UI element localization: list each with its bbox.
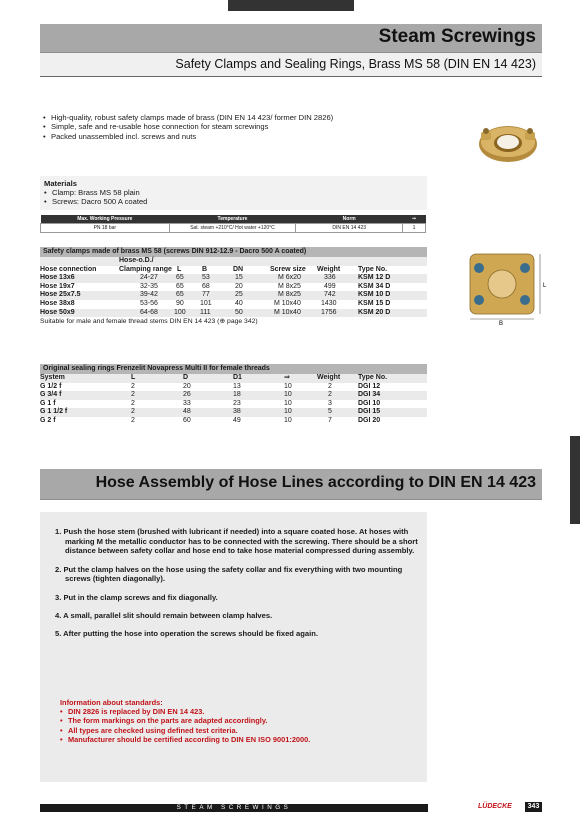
dimension-label-l: L — [543, 283, 547, 289]
col-header: L — [177, 265, 182, 273]
rings-header-row — [40, 374, 427, 383]
top-tab-bar — [228, 0, 354, 11]
assembly-title: Hose Assembly of Hose Lines according to DIN EN 14 423 — [95, 474, 536, 491]
standards-heading: Information about standards: — [60, 698, 163, 707]
standards-info — [60, 698, 310, 744]
cell: 65 — [176, 274, 184, 282]
spec-ref: 1 — [403, 224, 426, 233]
cell: 2 — [328, 382, 332, 390]
spec-header-norm: Norm — [296, 215, 403, 224]
cell: 32-35 — [140, 282, 158, 290]
cell: 499 — [324, 282, 336, 290]
cell: Hose 13x6 — [40, 274, 75, 282]
cell: 2 — [131, 391, 135, 399]
table-row — [40, 408, 427, 417]
cell: KSM 10 D — [358, 291, 391, 299]
spec-pressure: PN 18 bar — [41, 224, 170, 233]
cell: 336 — [324, 274, 336, 282]
cell: 10 — [284, 382, 292, 390]
cell: 13 — [233, 382, 241, 390]
cell: Hose 25x7.5 — [40, 291, 81, 299]
cell: M 8x25 — [278, 291, 301, 299]
cell: 10 — [284, 408, 292, 416]
cell: 2 — [131, 416, 135, 424]
col-header: Type No. — [358, 265, 388, 273]
clamps-header-row — [40, 266, 427, 275]
cell: 5 — [328, 408, 332, 416]
clamps-table — [40, 247, 427, 326]
category-title: Steam Screwings — [378, 26, 536, 47]
cell: 68 — [202, 282, 210, 290]
cell: 111 — [200, 308, 211, 316]
table-row — [40, 274, 427, 283]
cell: Hose 50x9 — [40, 308, 75, 316]
cell: 53-56 — [140, 299, 158, 307]
clamps-subheader-row — [40, 257, 427, 266]
spec-norm: DIN EN 14 423 — [296, 224, 403, 233]
col-header: D1 — [233, 374, 242, 381]
page-subtitle: Safety Clamps and Sealing Rings, Brass MS 58 (DIN EN 14 423) — [175, 57, 536, 71]
assembly-header — [40, 469, 542, 500]
cell: 1430 — [321, 299, 337, 307]
cell: 15 — [235, 274, 243, 282]
spec-table — [40, 215, 426, 233]
cell: 53 — [202, 274, 210, 282]
dimension-label-b: B — [499, 321, 504, 326]
brand-logo: LÜDECKE — [478, 803, 512, 810]
assembly-box — [40, 512, 427, 782]
cell: 2 — [131, 382, 135, 390]
cell: 48 — [183, 408, 191, 416]
table-row — [40, 283, 427, 292]
cell: 38 — [233, 408, 241, 416]
col-header: ⇒ — [284, 374, 290, 381]
cell: M 8x25 — [278, 282, 301, 290]
feature-item: • Packed unassembled incl. screws and nuts — [43, 132, 333, 141]
rings-table — [40, 364, 427, 426]
subtitle-header — [40, 53, 542, 77]
col-header: System — [40, 374, 65, 381]
cell: G 3/4 f — [40, 391, 62, 399]
cell: M 10x40 — [274, 308, 301, 316]
col-header: Weight — [317, 265, 341, 273]
cell: Hose 38x8 — [40, 299, 75, 307]
col-header: L — [131, 374, 136, 381]
cell: 40 — [235, 299, 243, 307]
col-header: Type No. — [358, 374, 388, 381]
cell: 100 — [174, 308, 186, 316]
cell: 10 — [284, 399, 292, 407]
col-header: Clamping range — [119, 265, 172, 273]
col-header: DN — [233, 265, 244, 273]
clamp-drawing — [466, 252, 552, 326]
feature-item: • Simple, safe and re-usable hose connection for steam screwings — [43, 122, 333, 131]
cell: 65 — [176, 282, 184, 290]
cell: 65 — [176, 291, 184, 299]
clamp-photo — [477, 118, 539, 166]
standards-item: • Manufacturer should be certified according to DIN EN ISO 9001:2000. — [60, 735, 310, 744]
material-item: • Clamp: Brass MS 58 plain — [44, 188, 147, 197]
cell: 90 — [176, 299, 184, 307]
cell: 50 — [235, 308, 243, 316]
cell: 39-42 — [140, 291, 158, 299]
cell: 7 — [328, 416, 332, 424]
clamps-table-note: Suitable for male and female thread stems DIN EN 14 423 (⊕ page 342) — [40, 318, 258, 326]
col-header: Hose connection — [40, 265, 97, 273]
cell: 77 — [202, 291, 210, 299]
cell: 10 — [284, 391, 292, 399]
feature-list — [43, 113, 333, 141]
cell: KSM 34 D — [358, 282, 391, 290]
cell: DGI 34 — [358, 391, 381, 399]
category-header — [40, 24, 542, 53]
table-row — [40, 300, 427, 309]
standards-list — [60, 707, 310, 744]
cell: 25 — [235, 291, 243, 299]
cell: 10 — [284, 416, 292, 424]
cell: 20 — [235, 282, 243, 290]
spec-header-pressure: Max. Working Pressure — [41, 215, 170, 224]
cell: KSM 12 D — [358, 274, 391, 282]
cell: DGI 20 — [358, 416, 381, 424]
cell: KSM 15 D — [358, 299, 391, 307]
cell: 26 — [183, 391, 191, 399]
spec-header-temperature: Temperature — [169, 215, 296, 224]
spec-header-ref-icon: ⇒ — [403, 215, 426, 224]
clamps-subheader: Hose-o.D./ — [119, 257, 154, 264]
clamps-table-title: Safety clamps made of brass MS 58 (screws DIN 912-12.9 - Dacro 500 A coated) — [40, 247, 427, 257]
cell: 23 — [233, 399, 241, 407]
assembly-step: 2. Put the clamp halves on the hose using the safety collar and fix everything with two mounting screws (tighten diagonally). — [55, 564, 403, 584]
assembly-step: 5. After putting the hose into operation the screws should be fixed again. — [55, 628, 318, 638]
table-row — [40, 417, 427, 426]
col-header: Screw size — [270, 265, 306, 273]
col-header: D — [183, 374, 189, 381]
feature-item: • High-quality, robust safety clamps made of brass (DIN EN 14 423/ former DIN 2826) — [43, 113, 333, 122]
cell: KSM 20 D — [358, 308, 391, 316]
table-row — [40, 391, 427, 400]
cell: 60 — [183, 416, 191, 424]
cell: 24-27 — [140, 274, 158, 282]
cell: 742 — [324, 291, 336, 299]
table-row — [40, 400, 427, 409]
col-header: Weight — [317, 374, 341, 381]
cell: M 6x20 — [278, 274, 301, 282]
standards-item: • DIN 2826 is replaced by DIN EN 14 423. — [60, 707, 310, 716]
materials-box — [40, 176, 427, 210]
cell: 20 — [183, 382, 191, 390]
cell: 1756 — [321, 308, 337, 316]
cell: 2 — [131, 408, 135, 416]
page-number: 343 — [525, 802, 542, 812]
cell: G 1 f — [40, 399, 56, 407]
standards-item: • The form markings on the parts are adapted accordingly. — [60, 716, 310, 725]
table-row — [40, 383, 427, 392]
col-header: B — [202, 265, 208, 273]
materials-list — [44, 188, 147, 206]
cell: DGI 12 — [358, 382, 381, 390]
spec-temperature: Sat. steam +210°C/ Hot water +120°C — [169, 224, 296, 233]
cell: 18 — [233, 391, 241, 399]
cell: Hose 19x7 — [40, 282, 75, 290]
assembly-step: 1. Push the hose stem (brushed with lubricant if needed) into a square coated hose. At hoses with marking M the metallic conductor has to be connected with the screwing. There should be a short distance between safety collar and hose end to take hose material compressed during assembly. — [55, 527, 418, 556]
cell: G 1/2 f — [40, 382, 62, 390]
cell: DGI 15 — [358, 408, 381, 416]
material-item: • Screws: Dacro 500 A coated — [44, 197, 147, 206]
standards-item: • All types are checked using defined test criteria. — [60, 726, 310, 735]
footer-section-bar: STEAM SCREWINGS — [40, 804, 428, 812]
side-tab — [570, 436, 580, 524]
materials-heading: Materials — [44, 179, 77, 188]
table-row — [40, 309, 427, 318]
cell: 101 — [200, 299, 212, 307]
cell: 33 — [183, 399, 191, 407]
cell: 2 — [131, 399, 135, 407]
table-row — [40, 291, 427, 300]
cell: 64-68 — [140, 308, 158, 316]
rings-table-title: Original sealing rings Frenzelit Novapress Multi II for female threads — [40, 364, 427, 374]
cell: 2 — [328, 391, 332, 399]
cell: 3 — [328, 399, 332, 407]
cell: G 2 f — [40, 416, 56, 424]
assembly-steps — [55, 527, 420, 647]
assembly-step: 3. Put in the clamp screws and fix diagonally. — [55, 592, 218, 602]
cell: 49 — [233, 416, 241, 424]
cell: G 1 1/2 f — [40, 408, 68, 416]
cell: M 10x40 — [274, 299, 301, 307]
cell: DGI 10 — [358, 399, 381, 407]
assembly-step: 4. A small, parallel slit should remain between clamp halves. — [55, 610, 273, 620]
